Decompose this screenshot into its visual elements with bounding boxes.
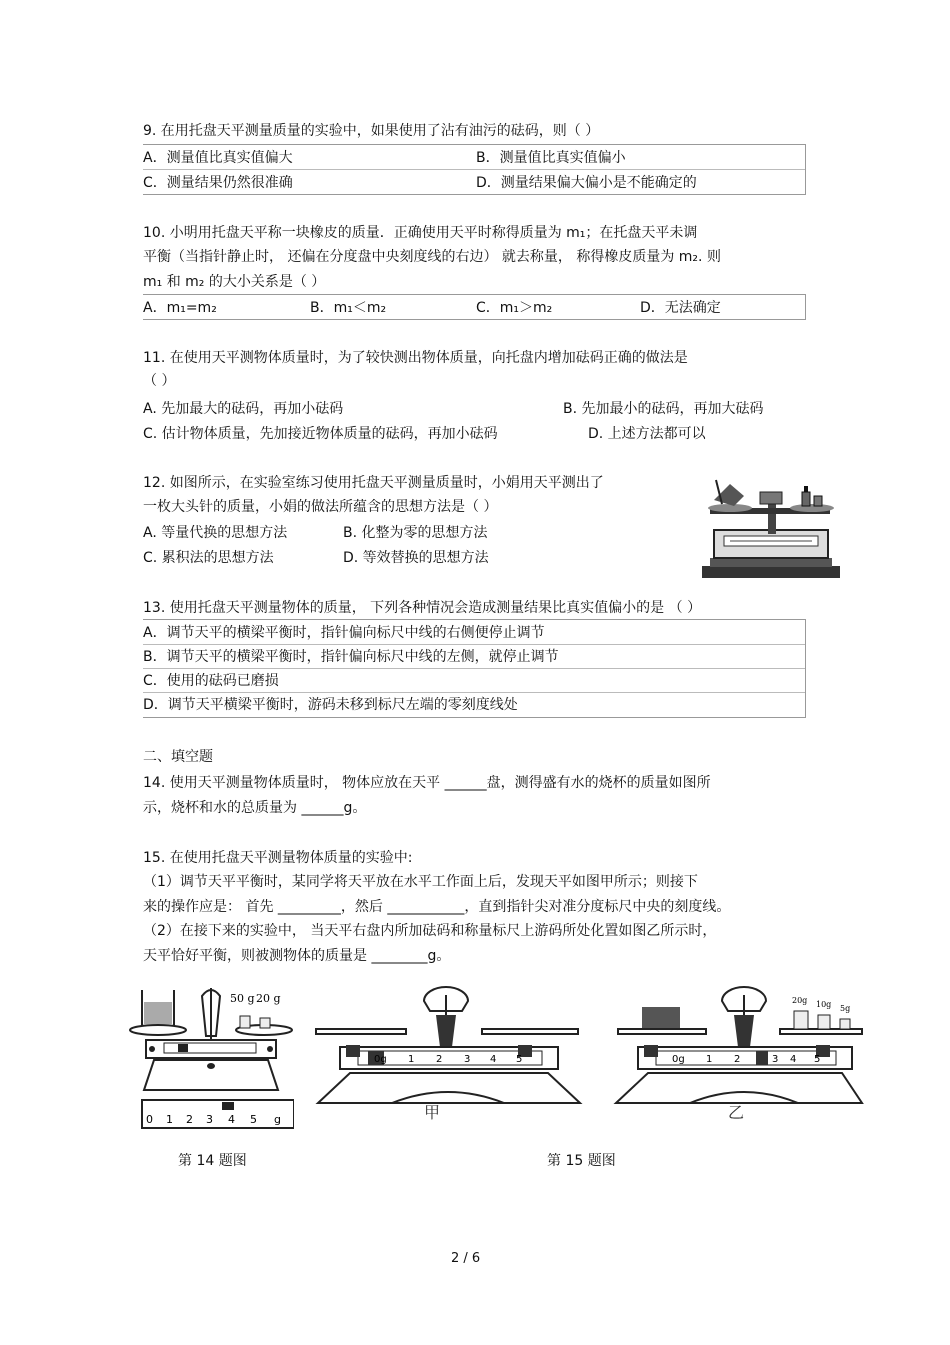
svg-text:0: 0	[146, 1113, 153, 1126]
q10-options	[143, 294, 806, 320]
q10-option-a[interactable]: A．m₁=m₂	[143, 300, 217, 316]
q14-line2: 示，烧杯和水的总质量为 ______g。	[143, 800, 367, 816]
q12-line1: 12. 如图所示，在实验室练习使用托盘天平测量质量时，小娟用天平测出了	[143, 475, 604, 491]
svg-text:4: 4	[490, 1054, 497, 1065]
q11-option-b[interactable]: B. 先加最小的砝码，再加大砝码	[563, 401, 764, 417]
svg-text:2: 2	[734, 1054, 741, 1065]
q13-option-d[interactable]: D．调节天平横梁平衡时，游码未移到标尺左端的零刻度线处	[143, 697, 518, 713]
svg-text:5: 5	[814, 1054, 821, 1065]
q12-option-c[interactable]: C. 累积法的思想方法	[143, 550, 274, 566]
q12-option-a[interactable]: A. 等量代换的思想方法	[143, 525, 288, 541]
svg-text:4: 4	[228, 1113, 235, 1126]
q9-stem: 9. 在用托盘天平测量质量的实验中，如果使用了沾有油污的砝码，则（ ）	[143, 123, 600, 139]
q10-line1: 10. 小明用托盘天平称一块橡皮的质量．正确使用天平时称得质量为 m₁；在托盘天平未调	[143, 225, 698, 241]
q15-line1: 15. 在使用托盘天平测量物体质量的实验中:	[143, 850, 413, 866]
svg-text:g: g	[274, 1113, 281, 1126]
q13-option-c[interactable]: C．使用的砝码已磨损	[143, 673, 279, 689]
q10-option-b[interactable]: B．m₁＜m₂	[310, 300, 387, 316]
q15-line3: 来的操作应是： 首先 _________，然后 ___________，直到指针尖对准分度标尺中央的刻度线。	[143, 899, 731, 915]
q12-option-b[interactable]: B. 化整为零的思想方法	[343, 525, 488, 541]
q12-line2: 一枚大头针的质量，小娟的做法所蕴含的思想方法是（ ）	[143, 499, 498, 515]
q10-line2: 平衡（当指针静止时， 还偏在分度盘中央刻度线的右边） 就去称量， 称得橡皮质量为 m₂. 则	[143, 249, 721, 265]
q9-option-d[interactable]: D．测量结果偏大偏小是不能确定的	[476, 175, 697, 191]
fig14-caption: 第 14 题图	[178, 1153, 247, 1169]
q12-option-d[interactable]: D. 等效替换的思想方法	[343, 550, 489, 566]
q9-option-b[interactable]: B．测量值比真实值偏小	[476, 150, 626, 166]
svg-text:2: 2	[186, 1113, 193, 1126]
svg-text:1: 1	[408, 1054, 415, 1065]
svg-text:5: 5	[250, 1113, 257, 1126]
q11-option-a[interactable]: A. 先加最大的砝码，再加小砝码	[143, 401, 344, 417]
q10-line3: m₁ 和 m₂ 的大小关系是（ ）	[143, 274, 326, 290]
q15-line2: （1）调节天平平衡时，某同学将天平放在水平工作面上后，发现天平如图甲所示；则接下	[143, 874, 698, 890]
svg-text:3: 3	[206, 1113, 213, 1126]
q14-balance-figure	[128, 980, 294, 1130]
q9-option-c[interactable]: C．测量结果仍然很准确	[143, 175, 293, 191]
svg-text:4: 4	[790, 1054, 797, 1065]
section-heading: 二、填空题	[143, 749, 213, 765]
svg-text:0g: 0g	[672, 1054, 685, 1065]
svg-text:3: 3	[464, 1054, 471, 1065]
q11-option-c[interactable]: C. 估计物体质量，先加接近物体质量的砝码，再加小砝码	[143, 426, 498, 442]
q11-line2: （ ）	[143, 373, 176, 389]
svg-text:0g: 0g	[374, 1054, 387, 1065]
figure-label-jia: 甲	[424, 1103, 441, 1122]
q15-line4: （2）在接下来的实验中， 当天平右盘内所加砝码和称量标尺上游码所处化置如图乙所示时，	[143, 923, 717, 939]
svg-text:2: 2	[436, 1054, 443, 1065]
q10-option-c[interactable]: C．m₁＞m₂	[476, 300, 553, 316]
svg-text:10g: 10g	[816, 1000, 832, 1009]
q13-stem: 13. 使用托盘天平测量物体的质量， 下列各种情况会造成测量结果比真实值偏小的是 （ ）	[143, 600, 702, 616]
fig15-caption: 第 15 题图	[547, 1153, 616, 1169]
weight-label-50: 50 g	[230, 992, 255, 1005]
page-number: 2 / 6	[451, 1251, 481, 1266]
weight-label-20: 20 g	[256, 992, 281, 1005]
q15-balance-figure-a	[312, 985, 592, 1125]
svg-text:5g: 5g	[840, 1004, 851, 1013]
q10-option-d[interactable]: D．无法确定	[640, 300, 721, 316]
q15-line5: 天平恰好平衡，则被测物体的质量是 ________g。	[143, 948, 451, 964]
q13-option-b[interactable]: B．调节天平的横梁平衡时，指针偏向标尺中线的左侧，就停止调节	[143, 649, 559, 665]
svg-text:20g: 20g	[792, 996, 808, 1005]
svg-text:1: 1	[166, 1113, 173, 1126]
q9-option-a[interactable]: A．测量值比真实值偏大	[143, 150, 293, 166]
q14-line1: 14. 使用天平测量物体质量时， 物体应放在天平 ______盘，测得盛有水的烧杯的质量如图所	[143, 775, 711, 791]
q13-option-a[interactable]: A．调节天平的横梁平衡时，指针偏向标尺中线的右侧便停止调节	[143, 625, 545, 641]
svg-text:1: 1	[706, 1054, 713, 1065]
svg-text:5: 5	[516, 1054, 523, 1065]
q11-option-d[interactable]: D. 上述方法都可以	[588, 426, 706, 442]
q12-balance-figure	[700, 470, 842, 582]
q9-options	[143, 144, 806, 195]
svg-text:3: 3	[772, 1054, 779, 1065]
figure-label-yi: 乙	[728, 1103, 745, 1122]
q11-line1: 11. 在使用天平测物体质量时，为了较快测出物体质量，向托盘内增加砝码正确的做法是	[143, 350, 688, 366]
q13-options	[143, 619, 806, 718]
